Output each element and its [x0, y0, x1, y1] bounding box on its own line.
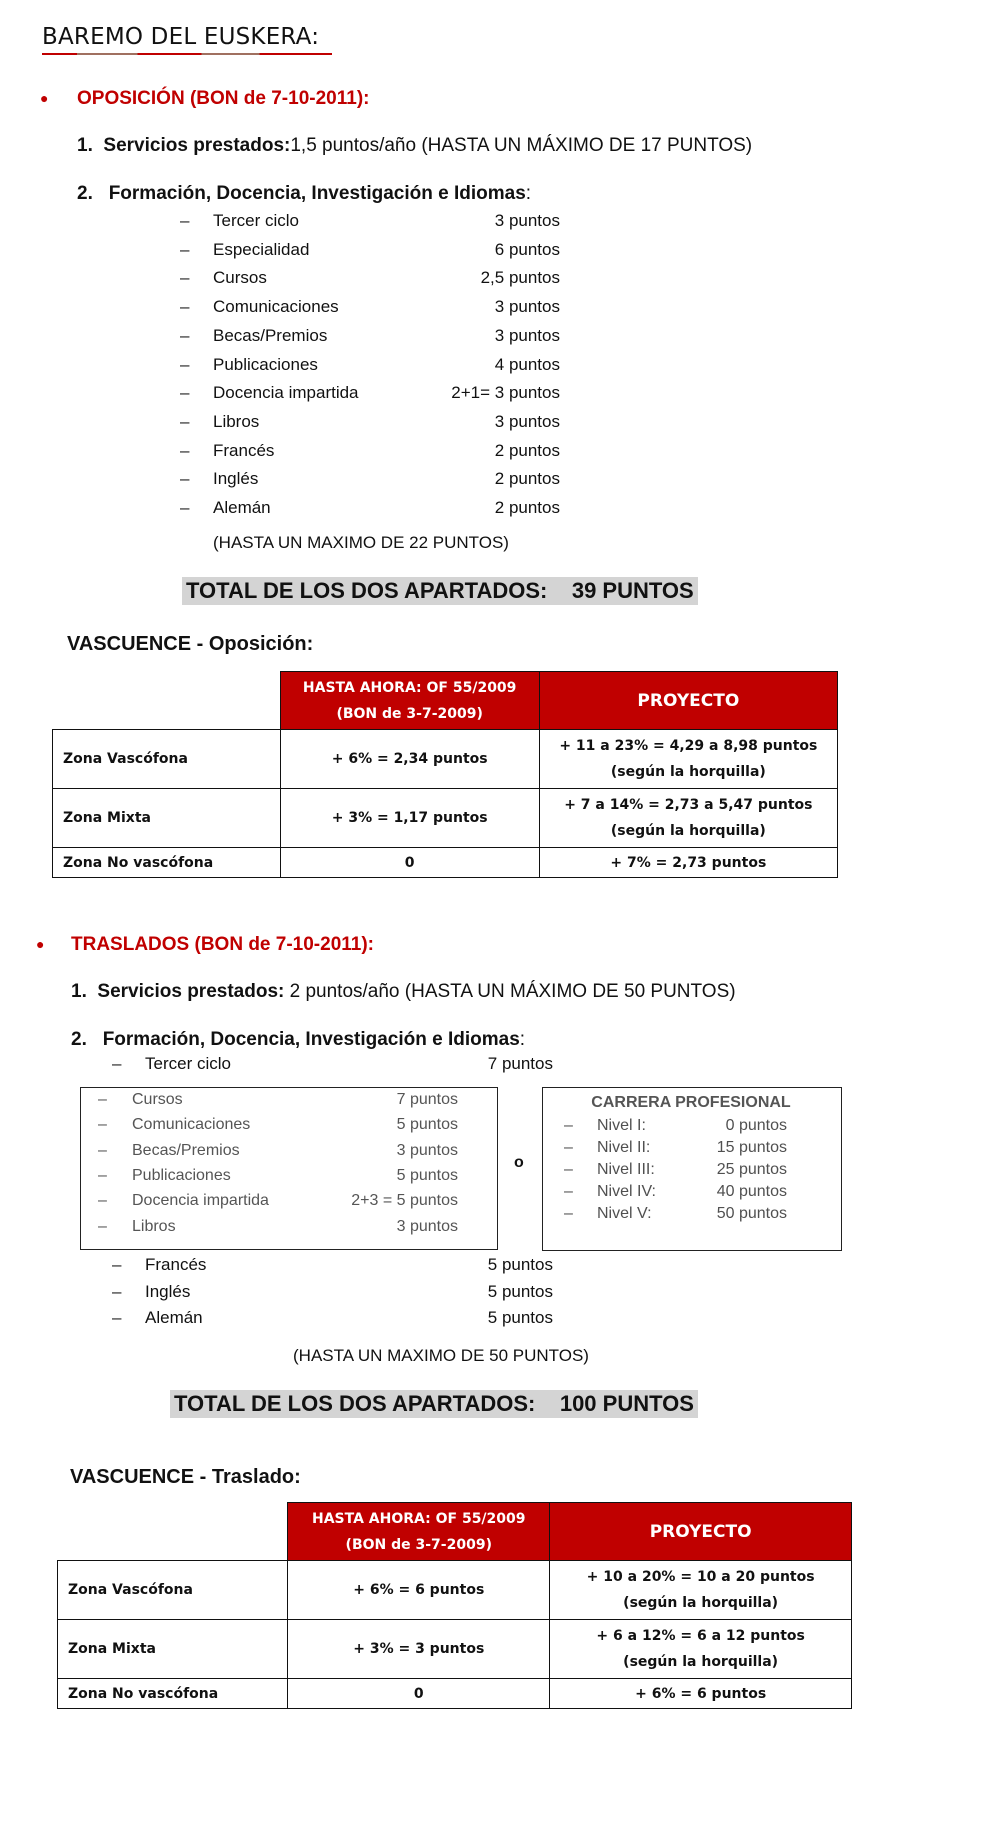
- proyecto-cell: [550, 1679, 852, 1709]
- dash-icon: –: [180, 239, 190, 259]
- merit-value: 3 puntos: [494, 325, 560, 345]
- proyecto-line: (según la horquilla): [623, 1654, 779, 1670]
- dash-icon: –: [564, 1161, 573, 1178]
- merit-value: 5 puntos: [487, 1281, 553, 1301]
- merit-label: Francés: [145, 1255, 207, 1274]
- dash-icon: –: [180, 469, 190, 489]
- dash-icon: –: [180, 211, 190, 230]
- dash-icon: –: [180, 268, 190, 288]
- dash-icon: –: [180, 354, 190, 374]
- heading-rest: - Traslado:: [194, 1466, 301, 1488]
- vascuence-oposicion-heading: [67, 633, 313, 656]
- traslados-item-servicios: [71, 981, 736, 1003]
- table-header-row: [53, 672, 838, 730]
- table-header-proyecto: PROYECTO: [550, 1503, 852, 1561]
- zona-cell: Zona No vascófona: [53, 848, 281, 878]
- merit-label: Libros: [132, 1217, 176, 1235]
- zona-cell: Zona No vascófona: [58, 1679, 288, 1709]
- merit-label: Nivel III:: [597, 1161, 655, 1178]
- proyecto-cell: [539, 730, 837, 789]
- proyecto-line: + 10 a 20% = 10 a 20 puntos: [586, 1569, 815, 1585]
- item-number: 2.: [71, 1029, 87, 1050]
- merit-value: 50 puntos: [716, 1205, 787, 1222]
- item-number: 2.: [77, 183, 93, 204]
- dash-icon: –: [98, 1192, 107, 1210]
- item-label: Servicios prestados:: [103, 135, 291, 156]
- actual-cell: + 3% = 1,17 puntos: [280, 789, 539, 848]
- proyecto-cell: [550, 1620, 852, 1679]
- section-heading-traslados: TRASLADOS (BON de 7-10-2011):: [71, 934, 375, 955]
- merit-value: 5 puntos: [396, 1166, 458, 1184]
- dash-icon: –: [180, 383, 190, 403]
- table-row: [58, 1620, 852, 1679]
- merit-label: Docencia impartida: [213, 383, 359, 403]
- merit-value: 7 puntos: [487, 1054, 553, 1073]
- merit-label: Docencia impartida: [132, 1192, 269, 1210]
- merit-value: 3 puntos: [396, 1141, 458, 1159]
- page-title: BAREMO DEL EUSKERA:: [42, 24, 320, 50]
- merit-value: 5 puntos: [396, 1116, 458, 1134]
- merit-value: 3 puntos: [494, 211, 560, 230]
- item-label: Formación, Docencia, Investigación e Idiomas: [108, 183, 526, 204]
- dash-icon: –: [180, 297, 190, 317]
- table-row: [53, 848, 838, 878]
- table-row: [53, 730, 838, 789]
- table-header-current: [288, 1503, 550, 1561]
- merit-label: Especialidad: [213, 239, 310, 259]
- proyecto-cell: [550, 1561, 852, 1620]
- proyecto-line: (según la horquilla): [610, 823, 766, 839]
- merit-value: 2+1= 3 puntos: [451, 383, 560, 403]
- zona-cell: Zona Mixta: [58, 1620, 288, 1679]
- merit-value: 2 puntos: [494, 440, 560, 460]
- dash-icon: –: [564, 1205, 573, 1222]
- zona-cell: Zona Vascófona: [53, 730, 281, 789]
- vascuence-traslado-heading: [70, 1466, 301, 1489]
- merit-value: 6 puntos: [494, 239, 560, 259]
- merit-label: Nivel V:: [597, 1205, 652, 1222]
- header-line: HASTA AHORA: OF 55/2009: [302, 679, 517, 696]
- proyecto-line: + 7% = 2,73 puntos: [610, 854, 767, 871]
- heading-bold: VASCUENCE: [70, 1466, 195, 1488]
- traslados-total: TOTAL DE LOS DOS APARTADOS: 100 PUNTOS: [170, 1390, 698, 1418]
- zona-cell: Zona Mixta: [53, 789, 281, 848]
- proyecto-line: (según la horquilla): [610, 764, 766, 780]
- actual-cell: 0: [280, 848, 539, 878]
- merit-value: 3 puntos: [494, 411, 560, 431]
- item-suffix: :: [519, 1029, 526, 1050]
- merit-label: Tercer ciclo: [145, 1054, 231, 1073]
- merit-value: 0 puntos: [725, 1117, 787, 1134]
- proyecto-line: + 7 a 14% = 2,73 a 5,47 puntos: [564, 797, 813, 813]
- vascuence-traslado-table: [57, 1502, 852, 1709]
- merit-value: 3 puntos: [494, 297, 560, 317]
- table-row: [58, 1679, 852, 1709]
- table-row: [58, 1561, 852, 1620]
- actual-cell: 0: [288, 1679, 550, 1709]
- item-number: 1.: [71, 981, 87, 1002]
- merit-label: Libros: [213, 411, 260, 431]
- dash-icon: –: [112, 1281, 122, 1301]
- merit-value: 2+3 = 5 puntos: [351, 1192, 458, 1210]
- table-header-current: [280, 672, 539, 730]
- dash-icon: –: [564, 1117, 573, 1134]
- zona-cell: Zona Vascófona: [58, 1561, 288, 1620]
- section-heading-oposicion: OPOSICIÓN (BON de 7-10-2011):: [77, 88, 370, 109]
- item-label: Formación, Docencia, Investigación e Idiomas: [102, 1029, 520, 1050]
- dash-icon: –: [112, 1308, 122, 1327]
- merit-label: Francés: [213, 440, 275, 460]
- proyecto-cell: [539, 848, 837, 878]
- merit-value: 3 puntos: [396, 1217, 458, 1235]
- proyecto-line: + 6% = 6 puntos: [635, 1685, 767, 1702]
- merit-label: Nivel II:: [597, 1139, 651, 1156]
- table-header-blank: [58, 1503, 288, 1561]
- proyecto-line: (según la horquilla): [623, 1595, 779, 1611]
- proyecto-line: + 11 a 23% = 4,29 a 8,98 puntos: [559, 738, 818, 754]
- merit-label: Nivel I:: [597, 1117, 646, 1134]
- dash-icon: –: [564, 1183, 573, 1200]
- proyecto-cell: [539, 789, 837, 848]
- item-number: 1.: [77, 135, 93, 156]
- proyecto-line: + 6 a 12% = 6 a 12 puntos: [596, 1628, 805, 1644]
- merit-value: 2 puntos: [494, 469, 560, 489]
- item-label: Servicios prestados:: [97, 981, 285, 1002]
- merit-value: 7 puntos: [396, 1091, 458, 1108]
- merit-label: Tercer ciclo: [213, 211, 299, 230]
- merit-label: Becas/Premios: [132, 1141, 240, 1159]
- dash-icon: –: [112, 1255, 122, 1274]
- merit-value: 2 puntos: [494, 498, 560, 517]
- item-suffix: :: [525, 183, 532, 204]
- merit-value: 4 puntos: [494, 354, 560, 374]
- dash-icon: –: [112, 1054, 122, 1073]
- merit-label: Nivel IV:: [597, 1183, 656, 1200]
- table-row: [53, 789, 838, 848]
- dash-icon: –: [98, 1141, 107, 1159]
- dash-icon: –: [98, 1091, 107, 1108]
- actual-cell: + 3% = 3 puntos: [288, 1620, 550, 1679]
- dash-icon: –: [180, 325, 190, 345]
- dash-icon: –: [180, 411, 190, 431]
- heading-bold: VASCUENCE: [67, 633, 192, 655]
- merit-value: 5 puntos: [487, 1255, 553, 1274]
- merit-label: Inglés: [145, 1281, 191, 1301]
- merit-value: 40 puntos: [716, 1183, 787, 1200]
- header-line: (BON de 3-7-2009): [345, 1536, 492, 1553]
- merit-label: Inglés: [213, 469, 259, 489]
- dash-icon: –: [564, 1139, 573, 1156]
- dash-icon: –: [98, 1217, 107, 1235]
- merit-value: 5 puntos: [487, 1308, 553, 1327]
- merit-label: Cursos: [132, 1091, 183, 1108]
- dash-icon: –: [180, 498, 190, 517]
- traslados-item-formacion: [71, 1029, 525, 1051]
- table-header-row: [58, 1503, 852, 1561]
- merit-label: Alemán: [145, 1308, 203, 1327]
- merit-value: 25 puntos: [716, 1161, 787, 1178]
- merit-label: Cursos: [213, 268, 267, 288]
- oposicion-total: TOTAL DE LOS DOS APARTADOS: 39 PUNTOS: [182, 577, 698, 605]
- actual-cell: + 6% = 2,34 puntos: [280, 730, 539, 789]
- vascuence-oposicion-table: [52, 671, 838, 878]
- merit-label: Publicaciones: [213, 354, 318, 374]
- merit-value: 2,5 puntos: [480, 268, 560, 288]
- table-header-proyecto: PROYECTO: [539, 672, 837, 730]
- merit-value: 15 puntos: [716, 1139, 787, 1156]
- merit-label: Becas/Premios: [213, 325, 328, 345]
- oposicion-max-note: (HASTA UN MAXIMO DE 22 PUNTOS): [213, 533, 509, 552]
- actual-cell: + 6% = 6 puntos: [288, 1561, 550, 1620]
- header-line: (BON de 3-7-2009): [336, 705, 483, 722]
- table-header-blank: [53, 672, 281, 730]
- merit-label: Publicaciones: [132, 1166, 231, 1184]
- heading-rest: - Oposición:: [191, 633, 314, 655]
- header-line: HASTA AHORA: OF 55/2009: [312, 1510, 526, 1527]
- traslados-max-note: (HASTA UN MAXIMO DE 50 PUNTOS): [293, 1346, 589, 1365]
- oposicion-item-servicios: [77, 135, 752, 157]
- merit-label: Alemán: [213, 498, 271, 517]
- dash-icon: –: [98, 1116, 107, 1134]
- merit-label: Comunicaciones: [132, 1116, 251, 1134]
- item-text: 2 puntos/año (HASTA UN MÁXIMO DE 50 PUNTOS): [284, 981, 736, 1002]
- bullet-icon: ●: [40, 90, 49, 106]
- title-underline: [42, 53, 332, 55]
- merit-label: Comunicaciones: [213, 297, 339, 317]
- item-text: 1,5 puntos/año (HASTA UN MÁXIMO DE 17 PUNTOS): [290, 135, 753, 156]
- or-separator: o: [514, 1154, 524, 1171]
- dash-icon: –: [98, 1166, 107, 1184]
- bullet-icon: ●: [36, 936, 45, 952]
- oposicion-item-formacion: [77, 183, 531, 205]
- carrera-profesional-title: CARRERA PROFESIONAL: [591, 1094, 791, 1111]
- dash-icon: –: [180, 440, 190, 460]
